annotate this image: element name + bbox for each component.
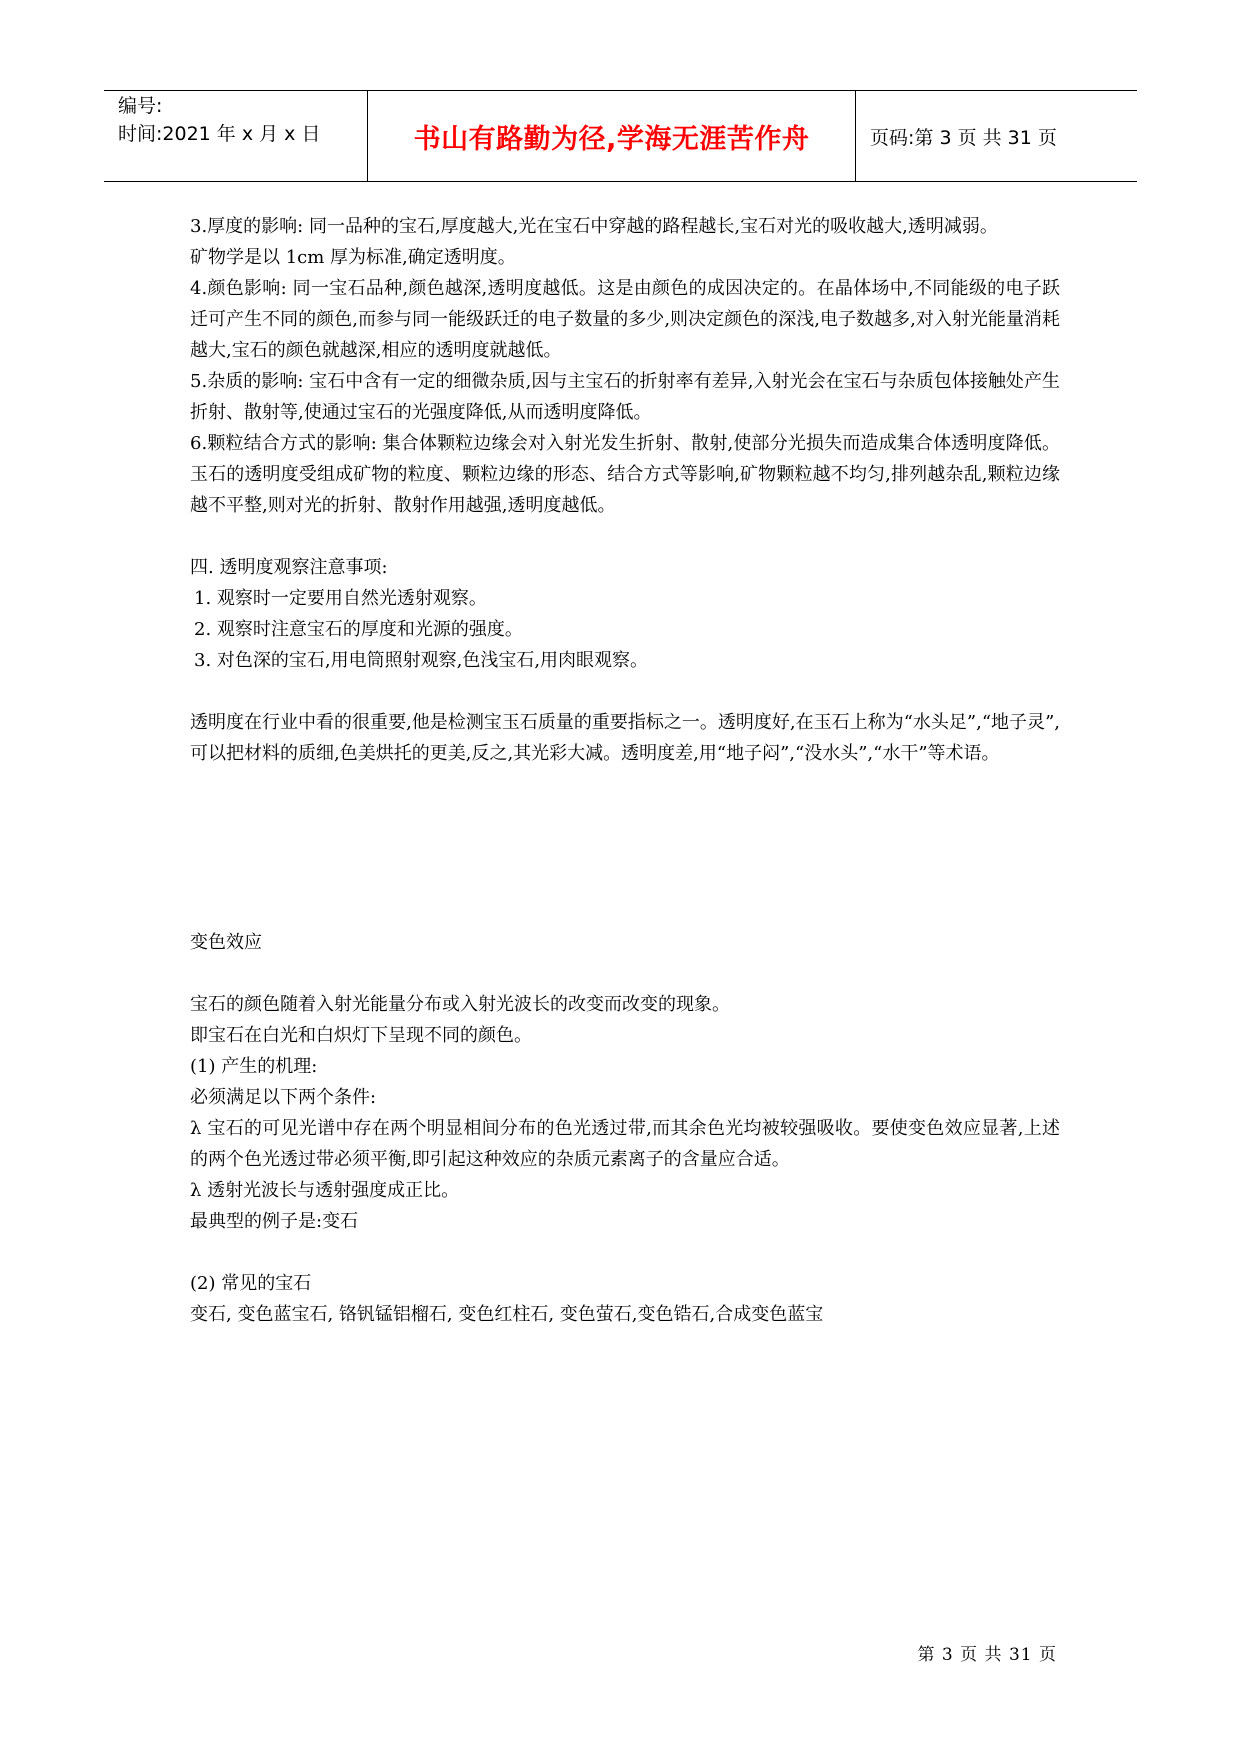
spacer xyxy=(190,958,1060,989)
list-item: 3. 对色深的宝石,用电筒照射观察,色浅宝石,用肉眼观察。 xyxy=(194,650,649,671)
header-page-label: 页码:第 3 页 共 31 页 xyxy=(870,126,1057,149)
paragraph-gem-list: 变石, 变色蓝宝石, 铬钒锰铝榴石, 变色红柱石, 变色萤石,变色锆石,合成变色蓝宝 xyxy=(190,1304,824,1325)
paragraph-definition-detail: 即宝石在白光和白炽灯下呈现不同的颜色。 xyxy=(190,1025,532,1046)
header-page-cell xyxy=(856,91,1137,181)
page-footer: 第 3 页 共 31 页 xyxy=(917,1645,1057,1665)
subheading-common-gems: (2) 常见的宝石 xyxy=(190,1273,312,1294)
document-header xyxy=(104,90,1137,182)
spacer xyxy=(190,521,1060,552)
document-number-label: 编号: xyxy=(118,95,163,117)
condition-item: λ 宝石的可见光谱中存在两个明显相间分布的色光透过带,而其余色光均被较强吸收。要使变色效应显著,上述的两个色光透过带必须平衡,即引起这种效应的杂质元素离子的含量应合适。 xyxy=(190,1118,1060,1170)
spacer xyxy=(190,769,1060,927)
header-meta-cell xyxy=(104,91,368,181)
document-body xyxy=(190,211,1060,1330)
paragraph-grain-effect: 6.颗粒结合方式的影响: 集合体颗粒边缘会对入射光发生折射、散射,使部分光损失而造成集合体透明度降低。玉石的透明度受组成矿物的粒度、颗粒边缘的形态、结合方式等影响,矿物颗粒越不均匀,排列越杂乱,颗粒边缘越不平整,则对光的折射、散射作用越强,透明度越低。 xyxy=(190,433,1060,516)
paragraph-definition: 宝石的颜色随着入射光能量分布或入射光波长的改变而改变的现象。 xyxy=(190,994,730,1015)
condition-item: λ 透射光波长与透射强度成正比。 xyxy=(190,1180,460,1201)
subheading-mechanism: (1) 产生的机理: xyxy=(190,1056,318,1077)
header-motto-cell xyxy=(368,91,856,181)
paragraph-standard: 矿物学是以 1cm 厚为标准,确定透明度。 xyxy=(190,247,516,268)
paragraph-impurity-effect: 5.杂质的影响: 宝石中含有一定的细微杂质,因与主宝石的折射率有差异,入射光会在宝石与杂质包体接触处产生折射、散射等,使通过宝石的光强度降低,从而透明度降低。 xyxy=(190,371,1060,423)
paragraph-thickness: 3.厚度的影响: 同一品种的宝石,厚度越大,光在宝石中穿越的路程越长,宝石对光的吸收越大,透明减弱。 xyxy=(190,216,998,237)
paragraph-example: 最典型的例子是:变石 xyxy=(190,1211,359,1232)
paragraph-transparency-importance: 透明度在行业中看的很重要,他是检测宝玉石质量的重要指标之一。透明度好,在玉石上称为“水头足”,“地子灵”,可以把材料的质细,色美烘托的更美,反之,其光彩大减。透明度差,用“地子闷”,“没水头”,“水干”等术语。 xyxy=(190,712,1060,764)
list-item: 1. 观察时一定要用自然光透射观察。 xyxy=(194,588,487,609)
spacer xyxy=(190,1237,1060,1268)
paragraph-color-effect: 4.颜色影响: 同一宝石品种,颜色越深,透明度越低。这是由颜色的成因决定的。在晶体场中,不同能级的电子跃迁可产生不同的颜色,而参与同一能级跃迁的电子数量的多少,则决定颜色的深浅,电子数越多,对入射光能量消耗越大,宝石的颜色就越深,相应的透明度就越低。 xyxy=(190,278,1060,361)
list-item: 2. 观察时注意宝石的厚度和光源的强度。 xyxy=(194,619,523,640)
header-motto: 书山有路勤为径,学海无涯苦作舟 xyxy=(413,123,810,155)
section-heading-color-change: 变色效应 xyxy=(190,932,262,953)
section-heading-observation: 四. 透明度观察注意事项: xyxy=(190,557,388,578)
spacer xyxy=(190,676,1060,707)
document-time-label: 时间:2021 年 x 月 x 日 xyxy=(118,123,321,145)
paragraph-conditions: 必须满足以下两个条件: xyxy=(190,1087,377,1108)
